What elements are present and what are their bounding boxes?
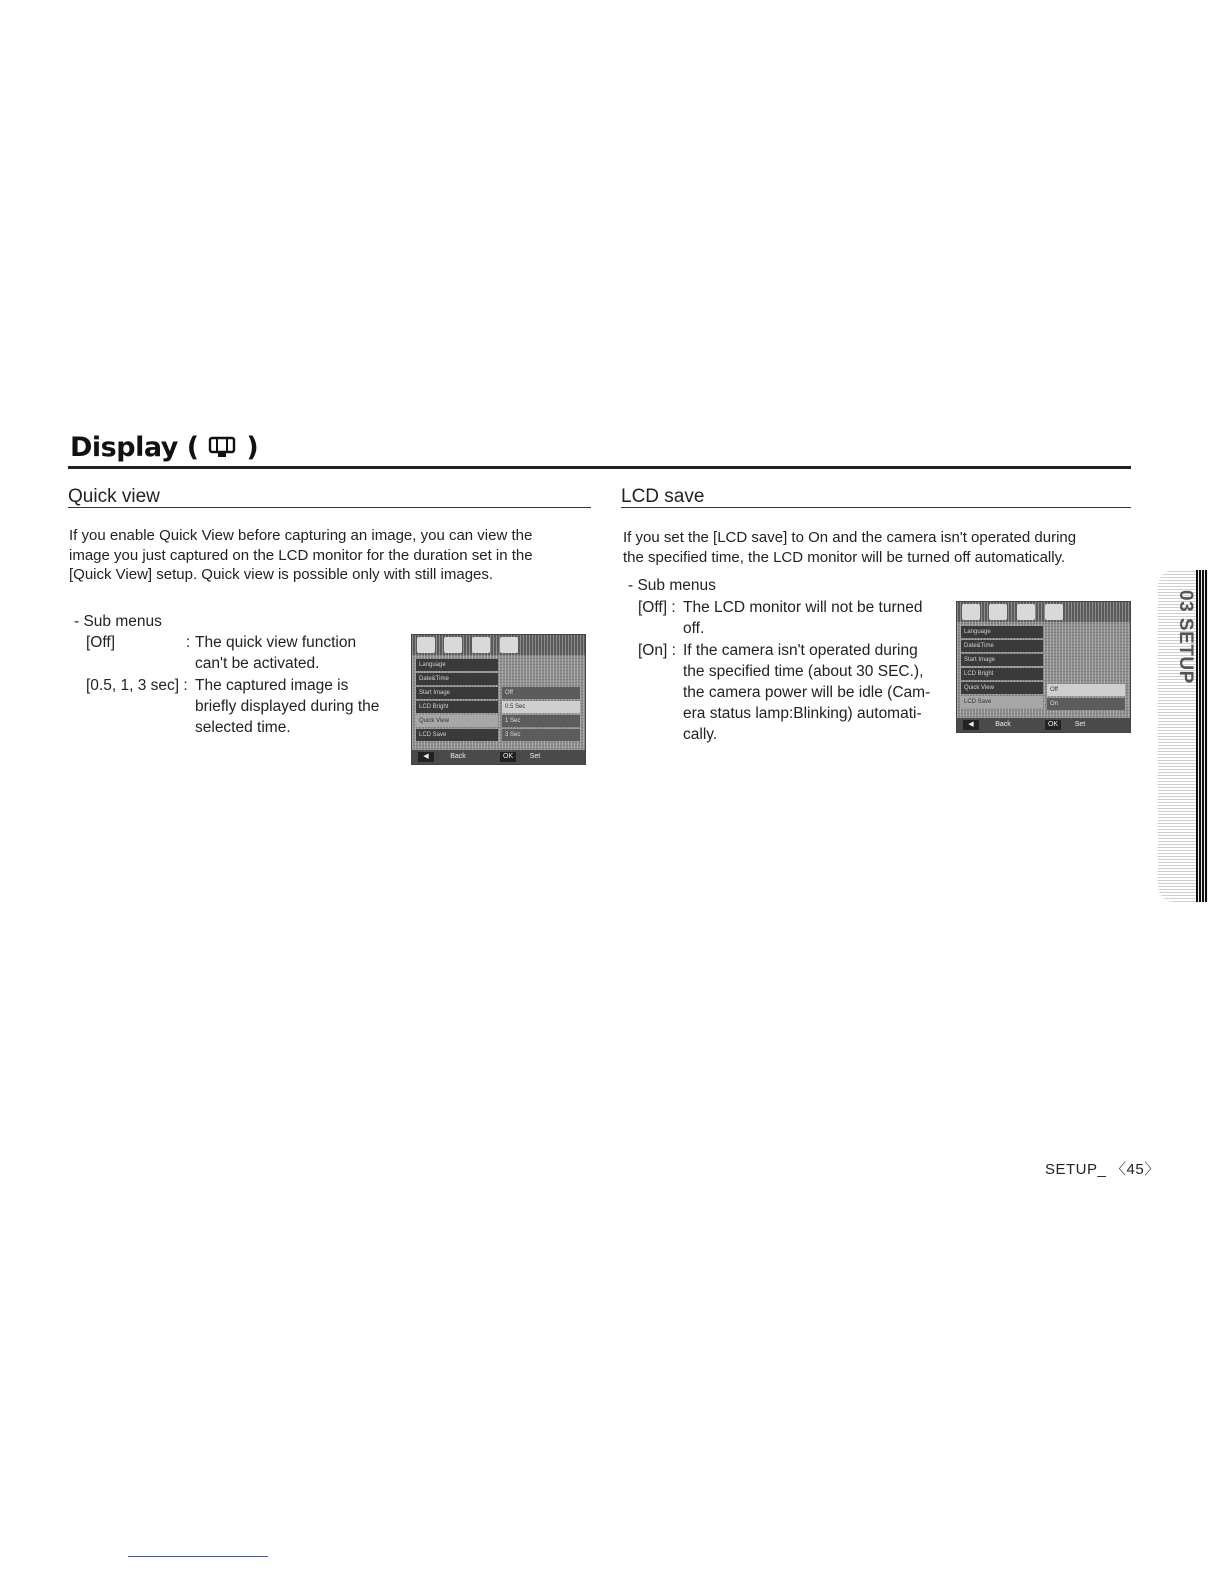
lcd-save-submenus-label: - Sub menus <box>628 577 716 594</box>
desc-line: If the camera isn't operated during <box>683 642 918 659</box>
quick-view-item-time-sep: : <box>179 677 188 694</box>
ok-button-icon: OK <box>1045 720 1061 730</box>
desc-line: the specified time (about 30 SEC.), <box>683 663 924 680</box>
page-number: SETUP_ 〈45〉 <box>1045 1161 1160 1178</box>
settings-icon <box>500 637 518 653</box>
lcd-save-item-on-key-text: [On] <box>638 642 668 659</box>
camera-tab-bar <box>412 635 585 655</box>
lcd-save-item-off-desc <box>683 597 953 639</box>
display-icon <box>472 637 490 653</box>
quick-view-item-off-sep: : <box>186 634 191 651</box>
desc-line: era status lamp:Blinking) automati- <box>683 705 922 722</box>
camera-menu-item-selected: Quick View <box>416 715 498 727</box>
page-title <box>70 432 258 463</box>
quick-view-camera-screen <box>411 634 586 765</box>
desc-line: The quick view function <box>195 634 357 651</box>
quick-view-item-off-key: [Off] <box>86 634 116 651</box>
display-icon <box>207 435 237 459</box>
camera-menu-item: Language <box>416 659 498 671</box>
camera-submenu-list <box>1047 684 1125 712</box>
quick-view-item-off-desc <box>195 632 395 674</box>
quick-view-heading-rule <box>68 507 591 508</box>
quick-view-item-time-key-text: [0.5, 1, 3 sec] <box>86 677 180 694</box>
camera-menu-item: Date&Time <box>416 673 498 685</box>
lcd-save-heading-rule <box>621 507 1131 508</box>
set-label: Set <box>529 753 541 760</box>
lcd-save-item-on-key <box>638 640 676 661</box>
footer-rule <box>128 1556 268 1557</box>
sound-icon <box>989 604 1007 620</box>
quick-view-item-time-desc <box>195 675 405 738</box>
page-title-suffix: ) <box>237 432 259 463</box>
camera-menu-item: Start Image <box>416 687 498 699</box>
set-label: Set <box>1074 721 1086 728</box>
chapter-side-tab-strip <box>1196 570 1208 902</box>
camera-tab-bar <box>957 602 1130 622</box>
camera-menu-item: LCD Bright <box>961 668 1043 680</box>
settings-icon <box>1045 604 1063 620</box>
desc-line: briefly displayed during the <box>195 698 380 715</box>
desc-line: can't be activated. <box>195 655 320 672</box>
camera-menu-item: LCD Save <box>416 729 498 741</box>
lcd-save-item-off-sep: : <box>667 599 676 616</box>
camera-menu-item: Language <box>961 626 1043 638</box>
quick-view-item-time-key <box>86 675 188 696</box>
quick-view-intro <box>69 526 599 585</box>
lcd-save-intro <box>623 528 1133 567</box>
camera-submenu-option: 3 Sec <box>502 729 580 741</box>
lcd-save-item-on-desc <box>683 640 953 745</box>
chapter-side-tab-label: 03 SETUP <box>1175 590 1196 684</box>
camera-submenu-option-selected: 0.5 Sec <box>502 701 580 713</box>
back-arrow-icon: ◀ <box>418 752 434 762</box>
intro-line: If you set the [LCD save] to On and the camera isn't operated during <box>623 529 1077 546</box>
camera-submenu-option: 1 Sec <box>502 715 580 727</box>
camera-menu-item: Date&Time <box>961 640 1043 652</box>
lcd-save-heading: LCD save <box>621 486 705 507</box>
desc-line: selected time. <box>195 719 291 736</box>
camera-submenu-option-selected: Off <box>1047 684 1125 696</box>
desc-line: The LCD monitor will not be turned <box>683 599 923 616</box>
camera-menu-list <box>416 659 498 743</box>
lcd-save-camera-screen <box>956 601 1131 733</box>
desc-line: the camera power will be idle (Cam- <box>683 684 931 701</box>
camera-submenu-list <box>502 687 580 743</box>
camera-icon <box>962 604 980 620</box>
intro-line: If you enable Quick View before capturing an image, you can view the <box>69 527 533 544</box>
camera-button-bar <box>957 718 1130 732</box>
camera-menu-item: Start Image <box>961 654 1043 666</box>
camera-submenu-option: Off <box>502 687 580 699</box>
desc-line: The captured image is <box>195 677 349 694</box>
display-icon <box>1017 604 1035 620</box>
camera-submenu-option: On <box>1047 698 1125 710</box>
camera-menu-item: Quick View <box>961 682 1043 694</box>
camera-button-bar <box>412 750 585 764</box>
quick-view-submenus-label: - Sub menus <box>74 613 162 630</box>
desc-line: cally. <box>683 726 718 743</box>
ok-button-icon: OK <box>500 752 516 762</box>
intro-line: the specified time, the LCD monitor will be turned off automatically. <box>623 548 1066 566</box>
quick-view-heading: Quick view <box>68 486 160 507</box>
intro-line: image you just captured on the LCD monitor for the duration set in the <box>69 546 533 564</box>
lcd-save-item-on-sep: : <box>667 642 676 659</box>
back-arrow-icon: ◀ <box>963 720 979 730</box>
back-label: Back <box>450 753 466 760</box>
camera-icon <box>417 637 435 653</box>
camera-menu-list <box>961 626 1043 710</box>
sound-icon <box>444 637 462 653</box>
camera-menu-item: LCD Bright <box>416 701 498 713</box>
back-label: Back <box>995 721 1011 728</box>
title-divider <box>68 466 1131 469</box>
page-title-prefix: Display ( <box>70 432 208 463</box>
lcd-save-item-off-key-text: [Off] <box>638 599 668 616</box>
intro-line: [Quick View] setup. Quick view is possible only with still images. <box>69 566 494 583</box>
camera-menu-item-selected: LCD Save <box>961 696 1043 708</box>
lcd-save-item-off-key <box>638 597 676 618</box>
desc-line: off. <box>683 620 705 637</box>
